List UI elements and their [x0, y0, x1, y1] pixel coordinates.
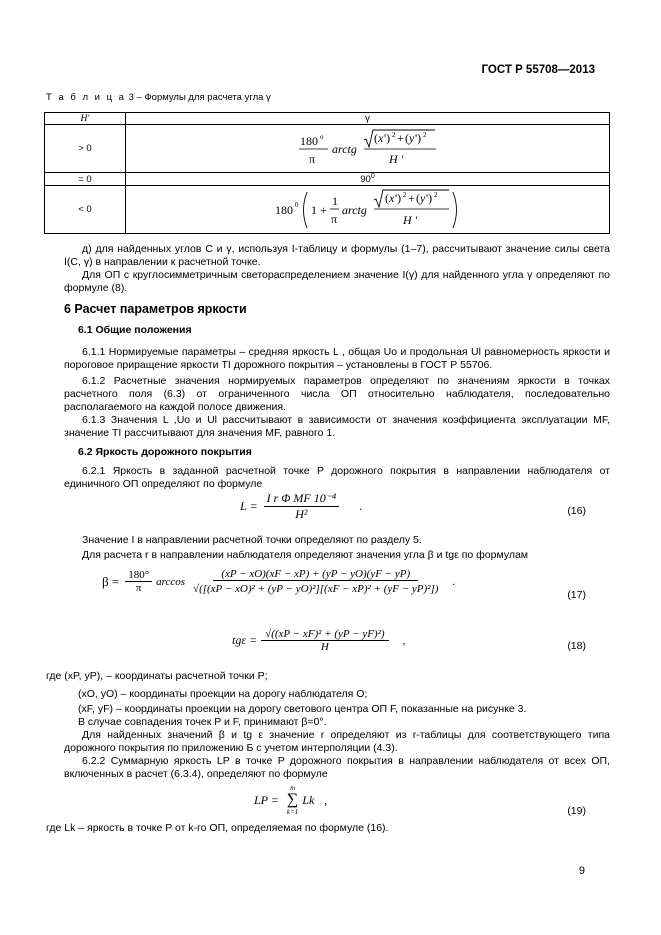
svg-text:y: y — [408, 130, 414, 145]
eq19-sum-bottom: k=1 — [286, 808, 299, 816]
equation-18 — [232, 628, 405, 653]
svg-text:180: 180 — [299, 133, 318, 148]
eq16-tail: . — [359, 499, 363, 513]
svg-text:2: 2 — [433, 190, 437, 199]
eq18-denominator: H — [320, 641, 329, 653]
table-header-h: H' — [45, 113, 126, 125]
table-cond-zero: = 0 — [45, 173, 126, 186]
eq17-tail: . — [452, 575, 456, 588]
equation-17 — [102, 568, 455, 595]
table-caption-label: Т а б л и ц а — [46, 92, 126, 103]
equation-19-number: (19) — [567, 805, 586, 817]
equation-19 — [254, 784, 327, 816]
equation-18-number: (18) — [567, 640, 586, 652]
table-formula-positive — [126, 125, 610, 173]
paragraph-interpolation: Для найденных значений β и tg ε значение r определяют из r-таблицы для соответствующего типа дорожного покрытия по приложению Б с учетом интерполяции (4.3). — [64, 729, 610, 754]
formula-positive-svg — [298, 128, 438, 170]
equation-16 — [240, 491, 362, 522]
eq19-term: Lk — [302, 792, 315, 807]
eq19-sum: m ∑ k=1 — [286, 784, 299, 816]
table-formula-negative — [126, 186, 610, 234]
equation-17-number: (17) — [567, 589, 586, 601]
svg-text:(: ( — [404, 130, 409, 145]
where-o: (xO, yO) – координаты проекции на дорогу наблюдателя O; — [78, 688, 368, 700]
paragraph-op: Для ОП с круглосимметричным светораспределением значение I(γ) для найденного угла γ определяют по формуле (8). — [64, 269, 610, 294]
eq17-coef-den: π — [135, 582, 142, 594]
eq18-tail: , — [402, 634, 406, 647]
page-number: 9 — [578, 865, 585, 877]
svg-text:2: 2 — [422, 130, 426, 139]
where-p: где (xP, yP), – координаты расчетной точки P; — [46, 670, 268, 682]
eq18-lhs: tgε = — [232, 633, 258, 647]
svg-text:o: o — [319, 132, 323, 141]
svg-text:'): ') — [394, 190, 401, 205]
svg-text:1 +: 1 + — [310, 202, 327, 217]
eq17-function: arccos — [156, 575, 186, 588]
table-formula-zero: $90^0$ — [126, 173, 610, 186]
svg-text:180: 180 — [274, 202, 293, 217]
svg-text:'): ') — [414, 130, 421, 145]
paragraph-coincide: В случае совпадения точек P и F, принимают β=0°. — [78, 716, 327, 728]
paragraph-d: д) для найденных углов C и γ, используя I-таблицу и формулы (1–7), рассчитывают значение силы света I(C, γ) в направлении к расчетной точке. — [64, 243, 610, 268]
subsection-6-2-title: 6.2 Яркость дорожного покрытия — [78, 446, 252, 458]
svg-text:2: 2 — [391, 130, 395, 139]
paragraph-I-value: Значение I в направлении расчетной точки определяют по разделу 5. — [82, 534, 422, 546]
eq19-sum-top: m — [290, 784, 296, 792]
eq18-numerator: √((xP − xF)² + (yP − yF)²) — [261, 628, 388, 641]
svg-text:(: ( — [415, 190, 420, 205]
svg-text:'): ') — [425, 190, 432, 205]
eq17-numerator: (xP − xO)(xF − xP) + (yP − yO)(yF − yP) — [213, 568, 418, 581]
document-header: ГОСТ Р 55708—2013 — [481, 64, 595, 76]
paragraph-6-2-2: 6.2.2 Суммарную яркость LP в точке P дорожного покрытия в направлении наблюдателя от всех ОП, включенных в расчет (6.3.4), определяют по формуле — [64, 755, 610, 780]
eq17-coef-num: 180° — [125, 569, 152, 582]
where-final: где Lk – яркость в точке P от k-го ОП, определяемая по формуле (16). — [46, 822, 389, 834]
paragraph-6-1-2: 6.1.2 Расчетные значения нормируемых параметров определяют по значениям яркости в точках расчетного поля (6.3) от ограниченного числа ОП относительно наблюдателя, последовательно располагаемого на каждой полосе движения. — [64, 375, 610, 413]
paragraph-r-calc: Для расчета r в направлении наблюдателя определяют значения угла β и tgε по формулам — [82, 549, 529, 561]
eq16-denominator: H² — [295, 507, 308, 521]
svg-text:y: y — [419, 190, 425, 205]
table-header-gamma: γ — [126, 113, 610, 125]
table-caption — [46, 92, 271, 103]
svg-text:π: π — [330, 211, 337, 226]
table-cond-positive: > 0 — [45, 125, 126, 173]
svg-text:'): ') — [383, 130, 390, 145]
eq16-lhs: L = — [240, 499, 258, 513]
svg-text:2: 2 — [402, 190, 406, 199]
svg-text:0: 0 — [294, 200, 298, 209]
eq17-lhs: β = — [102, 573, 120, 589]
svg-text:H ': H ' — [388, 151, 403, 166]
where-f: (xF, yF) – координаты проекции на дорогу светового центра ОП F, показанные на рисунке 3. — [78, 703, 527, 715]
svg-text:arctg: arctg — [341, 202, 367, 217]
formula-table — [44, 112, 610, 234]
svg-text:(: ( — [373, 130, 378, 145]
paragraph-6-1-3: 6.1.3 Значения L ,Uo и Ul рассчитывают в зависимости от значения коэффициента эксплуатации MF, значение TI рассчитывают для значения MF, равного 1. — [64, 414, 610, 439]
eq19-lhs: LP = — [254, 792, 279, 807]
paragraph-6-2-1: 6.2.1 Яркость в заданной расчетной точке P дорожного покрытия в направлении наблюдателя от единичного ОП определяют по формуле — [64, 465, 610, 490]
svg-text:+: + — [396, 130, 404, 145]
formula-negative-svg — [275, 188, 461, 232]
eq17-denominator: √([(xP − xO)² + (yP − yO)²][(xF − xP)² + (yF − yP)²]) — [193, 583, 439, 595]
eq19-tail: , — [324, 792, 328, 807]
paragraph-6-1-1: 6.1.1 Нормируемые параметры – средняя яркость L , общая Uo и продольная Ul равномерность яркости и пороговое приращение яркости TI дорожного покрытия – установлены в ГОСТ Р 55706. — [64, 346, 610, 371]
svg-text:arctg: arctg — [331, 141, 357, 156]
svg-text:π: π — [308, 151, 315, 166]
svg-text:1: 1 — [331, 193, 338, 208]
svg-text:x: x — [377, 130, 383, 145]
table-caption-text: 3 – Формулы для расчета угла γ — [128, 92, 271, 103]
svg-text:H ': H ' — [402, 212, 417, 227]
section-6-title: 6 Расчет параметров яркости — [64, 302, 247, 316]
table-cond-negative: < 0 — [45, 186, 126, 234]
svg-text:x: x — [388, 190, 394, 205]
eq16-numerator: I r Φ MF 10⁻⁴ — [264, 491, 340, 507]
svg-text:+: + — [407, 190, 415, 205]
equation-16-number: (16) — [567, 505, 586, 517]
svg-text:(: ( — [384, 190, 389, 205]
subsection-6-1-title: 6.1 Общие положения — [78, 324, 192, 336]
